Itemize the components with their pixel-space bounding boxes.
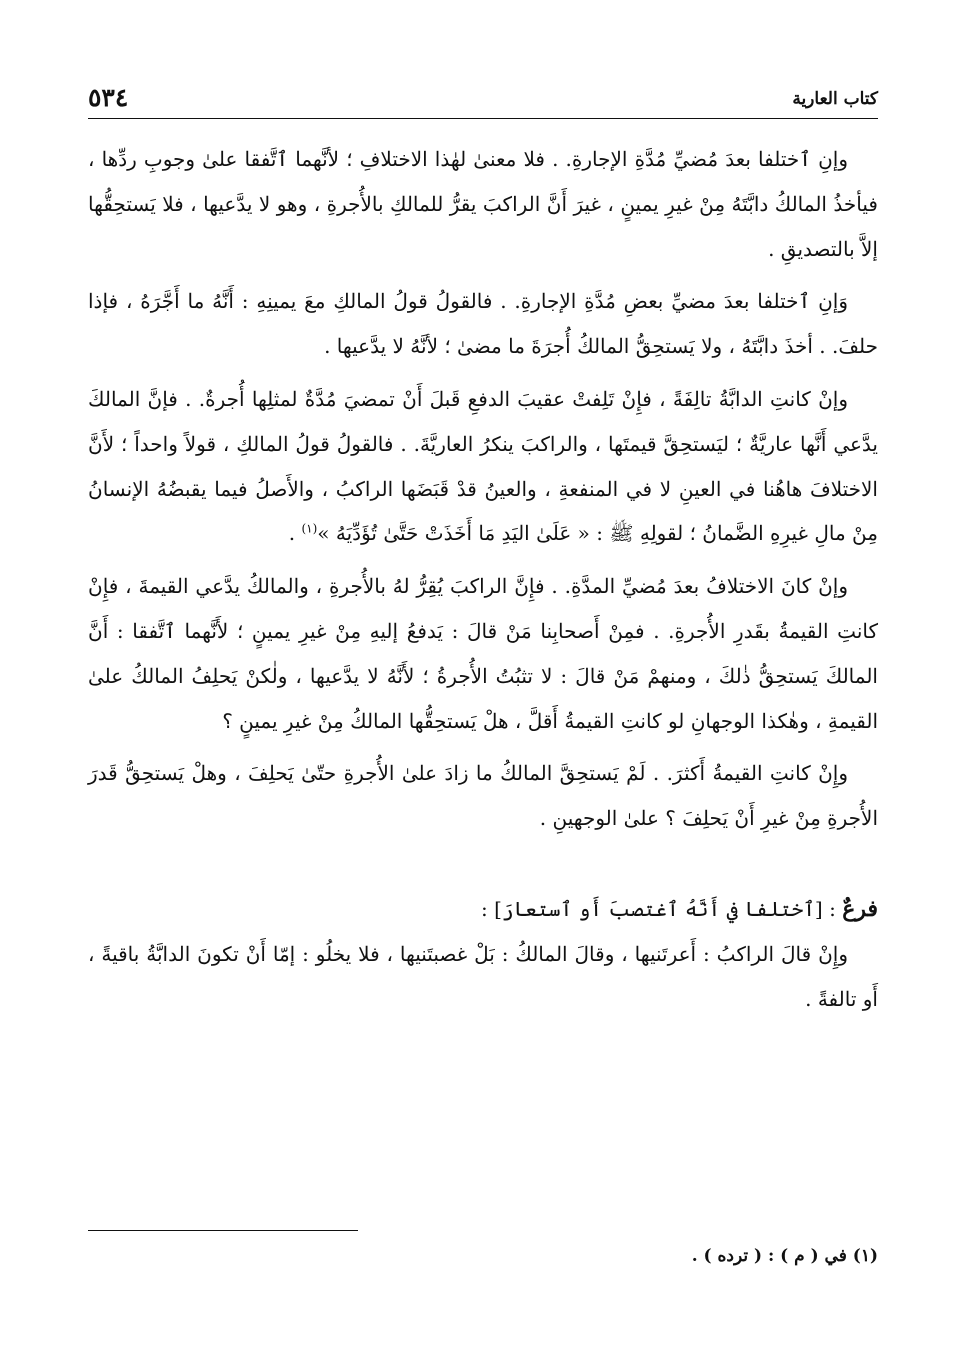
paragraph-text: وإنْ كانتِ الدابَّةُ تالِفَةً ، فإِنْ تَلِفتْ عقيبَ الدفعِ قَبلَ أَنْ تمضيَ مُدَّةٌ لمثلِها أُجرةٌ. . فإنَّ المالكَ يدَّعي أَنَّها عاريَّةٌ ؛ ليَستحِقَّ قيمتَها ، والراكبَ ينكرُ العاريَّةَ. . فالقولُ قولُ المالكِ ، قولاً واحداً ؛ لأَنَّ الاختلافَ هاهُنا في العينِ لا في المنفعةِ ، والعينُ قدْ قَبَضَها الراكبُ ، والأَصلُ فيما يقبضُهُ الإنسانُ مِنْ مالِ غيرِهِ الضَّمانُ ؛ لقولِهِ ﷺ : « عَلَىٰ اليَدِ مَا أَخَذَتْ حَتَّىٰ تُؤَدِّيَهُ » xyxy=(88,386,879,546)
book-page xyxy=(88,70,879,1266)
section-title: : [ٱختلفا في أَنَّهُ ٱغتصبَ أَو ٱستعارَ] : xyxy=(481,896,843,921)
section-label: فرعٌ xyxy=(842,895,878,922)
footnote-reference[interactable]: (١) xyxy=(301,521,318,536)
paragraph: وإنِ ٱختلفا بعدَ مُضيِّ مُدَّةِ الإجارةِ. . فلا معنىٰ لهٰذا الاختلافِ ؛ لأنَّهما ٱتَّفقا علىٰ وجوبِ ردِّها ، فيأخذُ المالكُ دابَّتَهُ مِنْ غيرِ يمينٍ ، غيرَ أَنَّ الراكبَ يقرُّ للمالكِ بالأُجرةِ ، وهو لا يدَّعيها ، فلا يَستحِقُّها إلاَّ بالتصديقِ . xyxy=(88,147,878,261)
page-number: ٥٣٤ xyxy=(88,83,129,112)
footnote: (١) في ( م ) : ( ترده ) . xyxy=(691,1246,878,1266)
page-header xyxy=(88,70,878,119)
paragraph-tail: . xyxy=(288,521,302,546)
paragraph: وإِنْ قالَ الراكبُ : أَعرتَنيها ، وقالَ المالكُ : بَلْ غصبتَنيها ، فلا يخلُو : إمّا أَنْ تكونَ الدابَّةُ باقيةً ، أَو تالفةً . xyxy=(88,941,878,1011)
paragraph: وإِنْ كانتِ القيمةُ أَكثرَ. . لَمْ يَستحِقَّ المالكُ ما زادَ علىٰ الأُجرةِ حتّىٰ يَحلِفَ ، وهلْ يَستحِقُّ قَدرَ الأُجرةِ مِنْ غيرِ أَنْ يَحلِفَ ؟ علىٰ الوجهينِ . xyxy=(88,761,878,831)
footnote-divider xyxy=(88,1230,358,1231)
paragraph: وإنْ كانَ الاختلافُ بعدَ مُضيِّ المدَّةِ. . فإِنَّ الراكبَ يُقِرُّ لهُ بالأُجرةِ ، والمالكُ يدَّعي القيمةَ ، فإِنْ كانتِ القيمةُ بقَدرِ الأُجرةِ. . فمِنْ أَصحابِنا مَنْ قالَ : يَدفعُ إليهِ مِنْ غيرِ يمينٍ ؛ لأَنَّهما ٱتَّفقا : أَنَّ المالكَ يَستحِقُّ ذٰلكَ ، ومنهمْ مَنْ قالَ : لا تثبُتُ الأُجرةُ ؛ لأَنَّهُ لا يدَّعيها ، ولٰكنْ يَحلِفُ المالكُ علىٰ القيمةِ ، وهٰكذا الوجهانِ لو كانتِ القيمةُ أَقلَّ ، هلْ يَستحِقُّها المالكُ مِنْ غيرِ يمينٍ ؟ xyxy=(88,574,878,733)
book-title: كتاب العارية xyxy=(792,89,878,109)
section-heading xyxy=(88,887,878,932)
page-body xyxy=(88,137,878,1021)
paragraph: وَإنِ ٱختلفا بعدَ مضيِّ بعضِ مُدَّةِ الإجارةِ. . فالقولُ قولُ المالكِ معَ يمينِهِ : أَنَّهُ ما أَجَّرَهُ ، فإذا حلفَ. . أخذَ دابَّتَهُ ، ولا يَستحِقُّ المالكُ أُجرَةَ ما مضىٰ ؛ لأنَّهُ لا يدَّعيها . xyxy=(88,289,878,359)
paragraph xyxy=(88,377,878,556)
